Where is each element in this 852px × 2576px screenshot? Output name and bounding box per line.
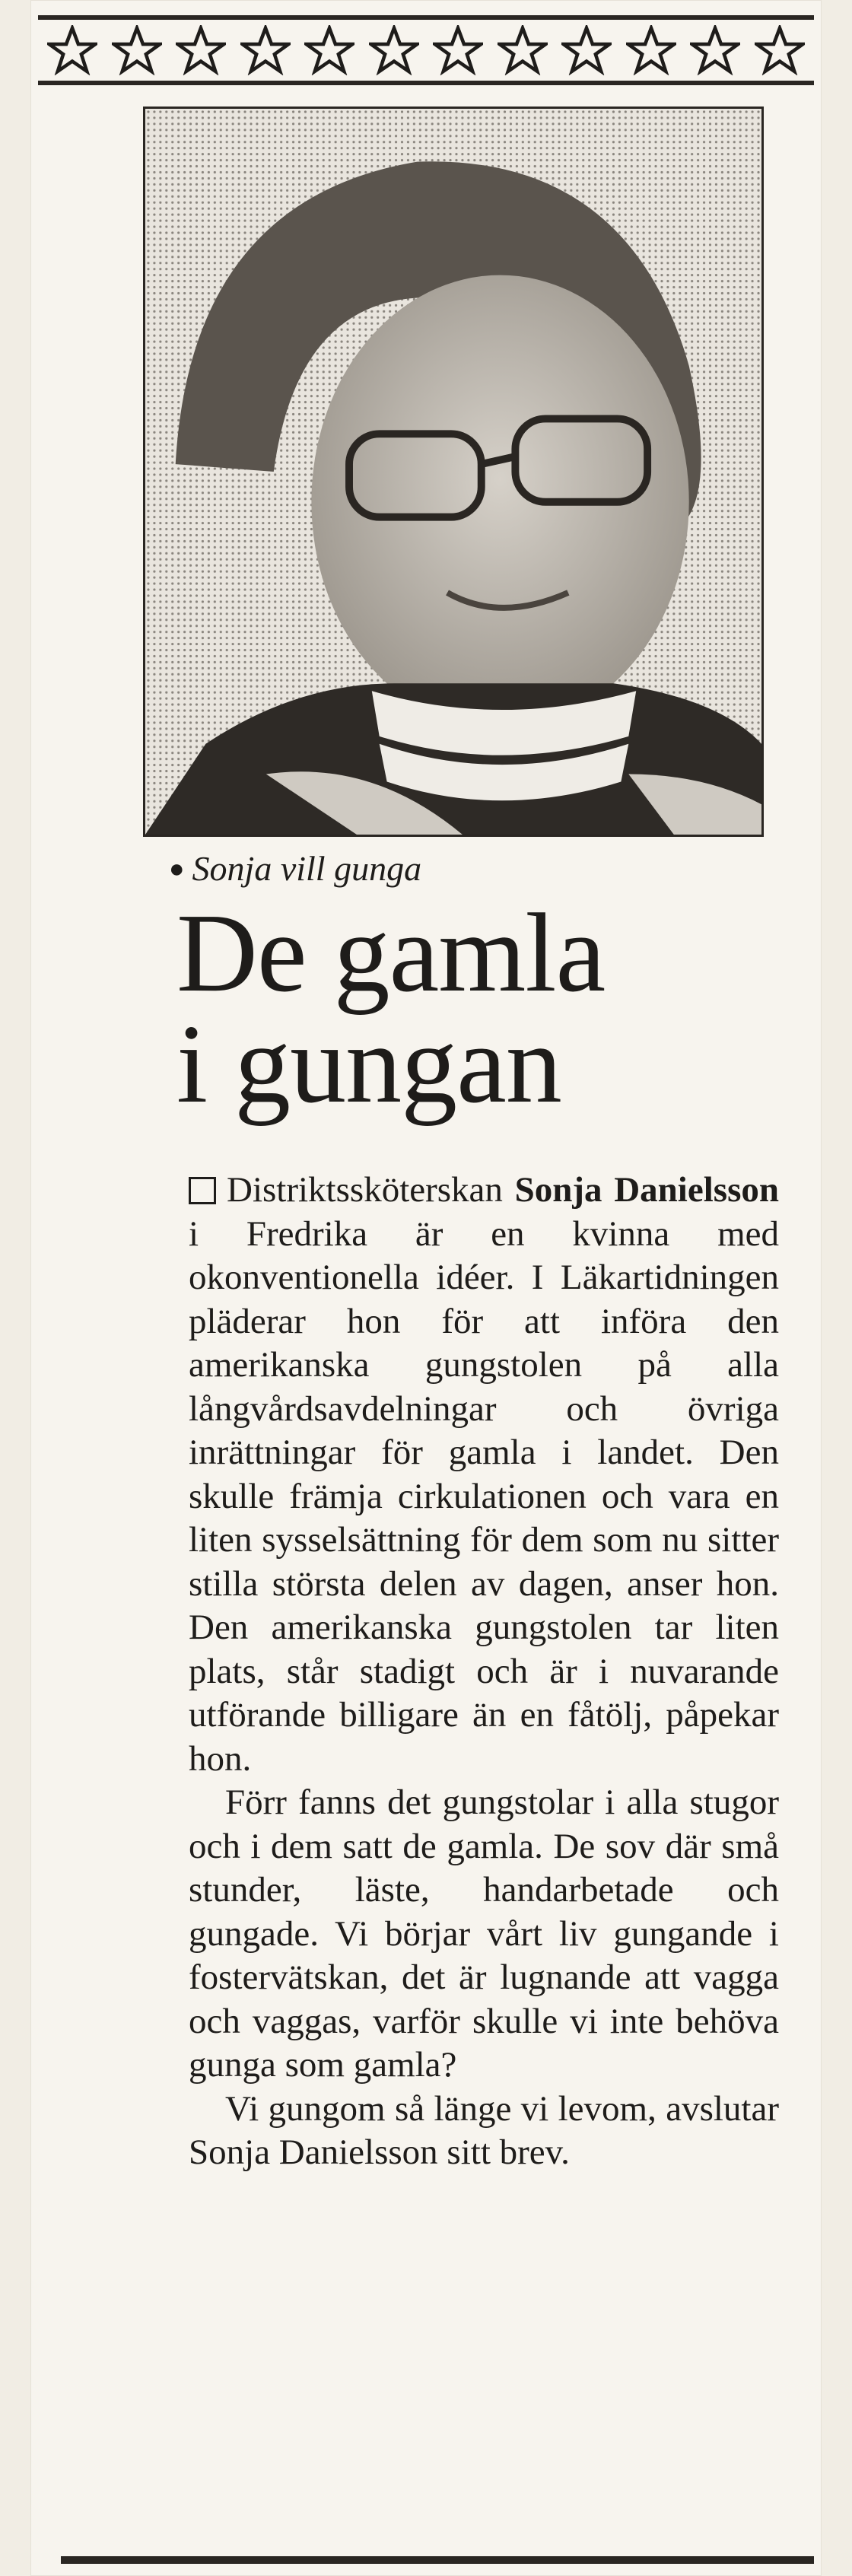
star-icon bbox=[498, 25, 548, 75]
star-icon bbox=[433, 25, 483, 75]
star-icon bbox=[240, 25, 291, 75]
star-icon bbox=[112, 25, 162, 75]
star-icon bbox=[626, 25, 676, 75]
caption-text: Sonja vill gunga bbox=[192, 849, 422, 888]
headline bbox=[176, 891, 800, 1127]
newspaper-clipping bbox=[30, 0, 822, 2576]
star-icon bbox=[47, 25, 97, 75]
portrait-photo bbox=[143, 107, 764, 837]
star-icon bbox=[369, 25, 419, 75]
article-paragraph-2: Förr fanns det gungstolar i alla stugor och i dem satt de gamla. De sov där små stunder, läste, handarbetade och gungade. Vi börjar vårt liv gungande i fostervätskan, det är lugnande att vagga och vaggas, varför skulle vi inte behöva gunga som gamla? bbox=[189, 1783, 779, 2085]
author-name: Sonja Danielsson bbox=[514, 1170, 779, 1210]
article-body bbox=[189, 1169, 779, 2175]
star-border-band bbox=[38, 15, 814, 85]
article-paragraph-1: Distriktssköterskan Sonja Danielsson i Fredrika är en kvinna med okonventionella idéer. I Läkartidningen pläderar hon för att införa den amerikanska gungstolen på alla långvårdsavdelningar och övriga inrättningar för gamla i landet. Den skulle främja cirkulationen och vara en liten sysselsättning för dem som nu sitter stilla största delen av dagen, anser hon. Den amerikanska gungstolen tar liten plats, står stadigt och är i nuvarande utförande billigare än en fåtölj, påpekar hon. bbox=[189, 1170, 779, 1779]
star-icon bbox=[561, 25, 612, 75]
star-icon bbox=[176, 25, 226, 75]
bottom-rule bbox=[61, 2556, 814, 2564]
star-icon bbox=[304, 25, 354, 75]
headline-line-1: De gamla bbox=[176, 891, 606, 1016]
article-paragraph-3: Vi gungom så länge vi levom, avslutar Sonja Danielsson sitt brev. bbox=[189, 2088, 779, 2172]
box-icon bbox=[189, 1177, 216, 1204]
photo-caption bbox=[169, 844, 421, 894]
headline-line-2: i gungan bbox=[176, 1002, 561, 1127]
star-icon bbox=[690, 25, 740, 75]
bullet-icon: ● bbox=[169, 855, 185, 883]
star-icon bbox=[755, 25, 805, 75]
portrait-image bbox=[145, 109, 761, 835]
